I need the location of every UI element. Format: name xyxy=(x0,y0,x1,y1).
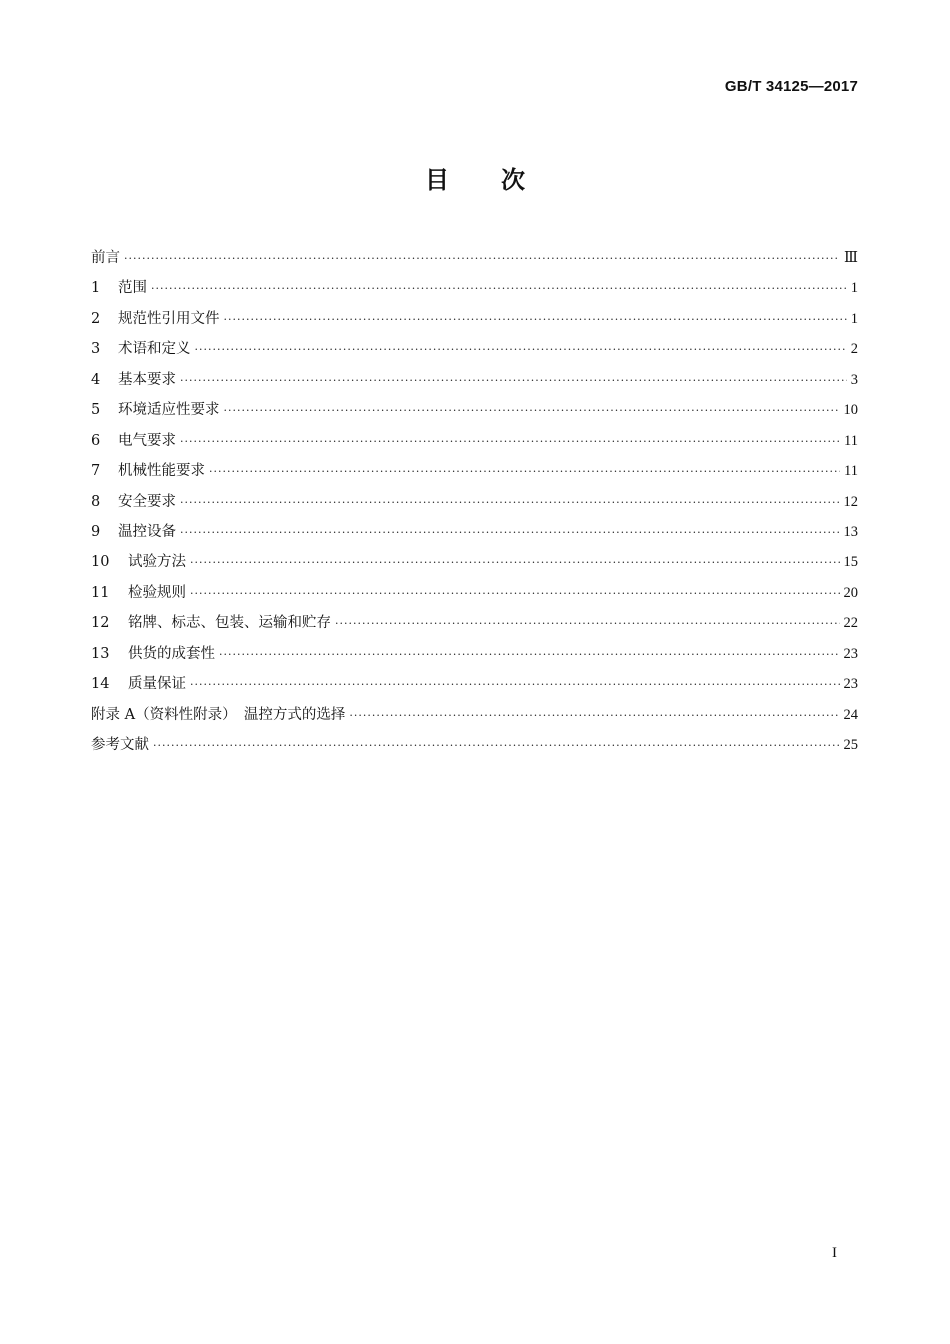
toc-entry-number: 14 xyxy=(91,676,110,693)
toc-entry-page: 11 xyxy=(844,463,858,480)
toc-entry-number: 9 xyxy=(91,523,101,540)
toc-entry-page: 12 xyxy=(843,493,858,510)
toc-entry-number: 10 xyxy=(91,554,110,571)
toc-leader-dots xyxy=(180,488,840,518)
toc-entry-8[interactable] xyxy=(91,487,858,517)
toc-entry-label: 前言 xyxy=(91,250,120,266)
toc-entry-label: 9 温控设备 xyxy=(91,517,180,547)
toc-entry-label: 1 范围 xyxy=(91,273,151,303)
toc-entry-page: 23 xyxy=(843,645,858,662)
toc-entry-number: 6 xyxy=(91,432,101,449)
toc-entry-number: 13 xyxy=(91,645,110,662)
toc-entry-page: 25 xyxy=(843,737,858,753)
toc-leader-dots xyxy=(180,366,847,396)
toc-leader-dots xyxy=(195,335,847,365)
toc-entry-label: 13 供货的成套性 xyxy=(91,639,219,669)
toc-entry-10[interactable] xyxy=(91,547,858,577)
toc-entry-page: 1 xyxy=(850,310,858,327)
toc-leader-dots xyxy=(335,609,840,639)
toc-entry-page: 20 xyxy=(843,584,858,601)
toc-entry-page: Ⅲ xyxy=(844,250,858,266)
toc-entry-page: 15 xyxy=(843,554,858,571)
toc-entry-page: 2 xyxy=(850,341,858,358)
toc-entry-number: 3 xyxy=(91,341,101,358)
toc-entry-label: 11 检验规则 xyxy=(91,578,190,608)
toc-entry-label: 附录 A（资料性附录） 温控方式的选择 xyxy=(91,706,346,723)
toc-leader-dots xyxy=(124,244,840,274)
toc-entry-label: 5 环境适应性要求 xyxy=(91,395,224,425)
toc-entry-number: 2 xyxy=(91,310,101,327)
toc-leader-dots xyxy=(190,579,840,609)
toc-entry-number: 4 xyxy=(91,371,101,388)
toc-entry-label: 2 规范性引用文件 xyxy=(91,304,224,334)
toc-entry-number: 11 xyxy=(91,584,110,601)
standard-code: GB/T 34125—2017 xyxy=(724,78,858,95)
toc-entry-4[interactable] xyxy=(91,365,858,395)
toc-entry-page: 22 xyxy=(843,615,858,632)
toc-entry-number: 5 xyxy=(91,402,101,419)
toc-leader-dots xyxy=(180,427,840,457)
toc-entry-9[interactable] xyxy=(91,517,858,547)
toc-entry-foreword[interactable] xyxy=(91,243,858,273)
toc-entry-11[interactable] xyxy=(91,578,858,608)
toc-entry-label: 参考文献 xyxy=(91,737,149,753)
toc-entry-label: 12 铭牌、标志、包装、运输和贮存 xyxy=(91,608,335,638)
toc-entry-6[interactable] xyxy=(91,426,858,456)
table-of-contents xyxy=(91,243,858,760)
toc-leader-dots xyxy=(224,305,847,335)
toc-entry-1[interactable] xyxy=(91,273,858,303)
toc-leader-dots xyxy=(190,548,840,578)
toc-entry-14[interactable] xyxy=(91,669,858,699)
toc-entry-3[interactable] xyxy=(91,334,858,364)
toc-leader-dots xyxy=(180,518,840,548)
toc-entry-appendix-a[interactable] xyxy=(91,700,858,730)
toc-entry-bibliography[interactable] xyxy=(91,730,858,760)
toc-entry-page: 10 xyxy=(843,402,858,419)
toc-entry-page: 24 xyxy=(843,706,858,723)
toc-entry-label: 8 安全要求 xyxy=(91,487,180,517)
toc-leader-dots xyxy=(153,731,840,761)
toc-entry-5[interactable] xyxy=(91,395,858,425)
toc-entry-number: 12 xyxy=(91,615,110,632)
toc-entry-page: 13 xyxy=(843,523,858,540)
toc-leader-dots xyxy=(219,640,840,670)
toc-entry-page: 3 xyxy=(850,371,858,388)
toc-entry-label: 14 质量保证 xyxy=(91,669,190,699)
toc-entry-number: 8 xyxy=(91,493,101,510)
toc-entry-label: 3 术语和定义 xyxy=(91,334,195,364)
toc-entry-7[interactable] xyxy=(91,456,858,486)
toc-leader-dots xyxy=(151,274,847,304)
toc-entry-page: 23 xyxy=(843,676,858,693)
toc-entry-label: 7 机械性能要求 xyxy=(91,456,209,486)
toc-entry-13[interactable] xyxy=(91,639,858,669)
toc-entry-page: 1 xyxy=(850,280,858,297)
page-number: I xyxy=(832,1245,837,1261)
toc-leader-dots xyxy=(224,396,840,426)
toc-leader-dots xyxy=(349,701,839,731)
toc-leader-dots xyxy=(209,457,840,487)
toc-entry-label: 6 电气要求 xyxy=(91,426,180,456)
toc-entry-number: 1 xyxy=(91,280,101,297)
toc-entry-page: 11 xyxy=(844,432,858,449)
toc-entry-number: 7 xyxy=(91,463,101,480)
toc-entry-12[interactable] xyxy=(91,608,858,638)
toc-leader-dots xyxy=(190,670,840,700)
page-title: 目次 xyxy=(425,166,577,194)
toc-entry-2[interactable] xyxy=(91,304,858,334)
toc-entry-label: 10 试验方法 xyxy=(91,547,190,577)
toc-entry-label: 4 基本要求 xyxy=(91,365,180,395)
